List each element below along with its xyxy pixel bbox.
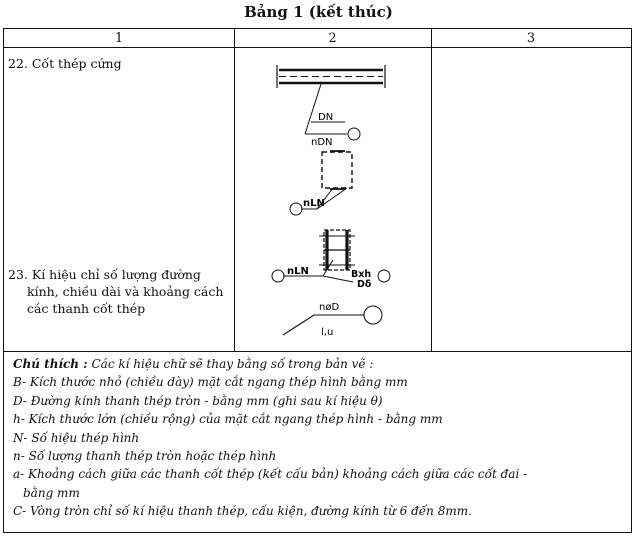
dn-symbol: DN bbox=[318, 112, 334, 123]
lu-symbol: l,u bbox=[321, 327, 334, 338]
note-intro-line bbox=[13, 355, 623, 373]
stiff-steel-elevation-icon bbox=[277, 65, 385, 88]
nphid-symbol: nøD bbox=[319, 302, 340, 313]
note-line-h: h- Kích thước lớn (chiều rộng) của mặt cắt ngang thép hình - bằng mm bbox=[13, 412, 443, 427]
dd-symbol: Dδ bbox=[357, 279, 372, 290]
row-22-text: 22. Cốt thép cứng bbox=[8, 56, 122, 71]
nln-symbol-1: nLN bbox=[303, 198, 325, 209]
note-divider bbox=[4, 351, 631, 352]
bxh-symbol: Bxh bbox=[351, 269, 372, 280]
note-line-d: D- Đường kính thanh thép tròn - bằng mm (ghi sau kí hiệu θ) bbox=[13, 393, 383, 408]
note-line-a-cont: bằng mm bbox=[23, 485, 80, 500]
ndn-symbol: nDN bbox=[311, 137, 333, 148]
header-col-3: 3 bbox=[526, 31, 536, 46]
row-23-text-line-3: các thanh cốt thép bbox=[27, 301, 146, 316]
note-line-a: a- Khoảng cách giữa các thanh cốt thép (kết cấu bản) khoảng cách giữa các cốt đai - bbox=[13, 467, 528, 482]
header-col-2: 2 bbox=[328, 31, 337, 46]
row-23-text-line-2: kính, chiều dài và khoảng cách bbox=[27, 284, 224, 299]
note-line-c: C- Vòng tròn chỉ số kí hiệu thanh thép, cấu kiện, đường kính từ 6 đến 8mm. bbox=[13, 504, 472, 519]
header-col-1: 1 bbox=[114, 31, 124, 46]
note-intro: Các kí hiệu chữ sẽ thay bằng số trong bản vẽ : bbox=[91, 357, 374, 371]
row-23-text-line-1: 23. Kí hiệu chỉ số lượng đường bbox=[8, 267, 201, 282]
row-22-label bbox=[8, 55, 122, 72]
row-23-label bbox=[8, 266, 223, 317]
nln-symbol-2: nLN bbox=[287, 266, 309, 277]
note-line-b: B- Kích thước nhỏ (chiều dày) mặt cắt ngang thép hình bằng mm bbox=[13, 375, 408, 390]
legend-table bbox=[3, 28, 632, 533]
page-title: Bảng 1 (kết thúc) bbox=[244, 3, 393, 21]
note-label: Chú thích : bbox=[13, 357, 88, 371]
note-line-n-upper: N- Số hiệu thép hình bbox=[13, 430, 140, 445]
notes-block bbox=[13, 355, 623, 521]
symbols-drawing bbox=[235, 48, 431, 351]
note-line-n-lower: n- Số lượng thanh thép tròn hoặc thép hình bbox=[13, 449, 277, 464]
column-divider-2 bbox=[431, 29, 432, 351]
